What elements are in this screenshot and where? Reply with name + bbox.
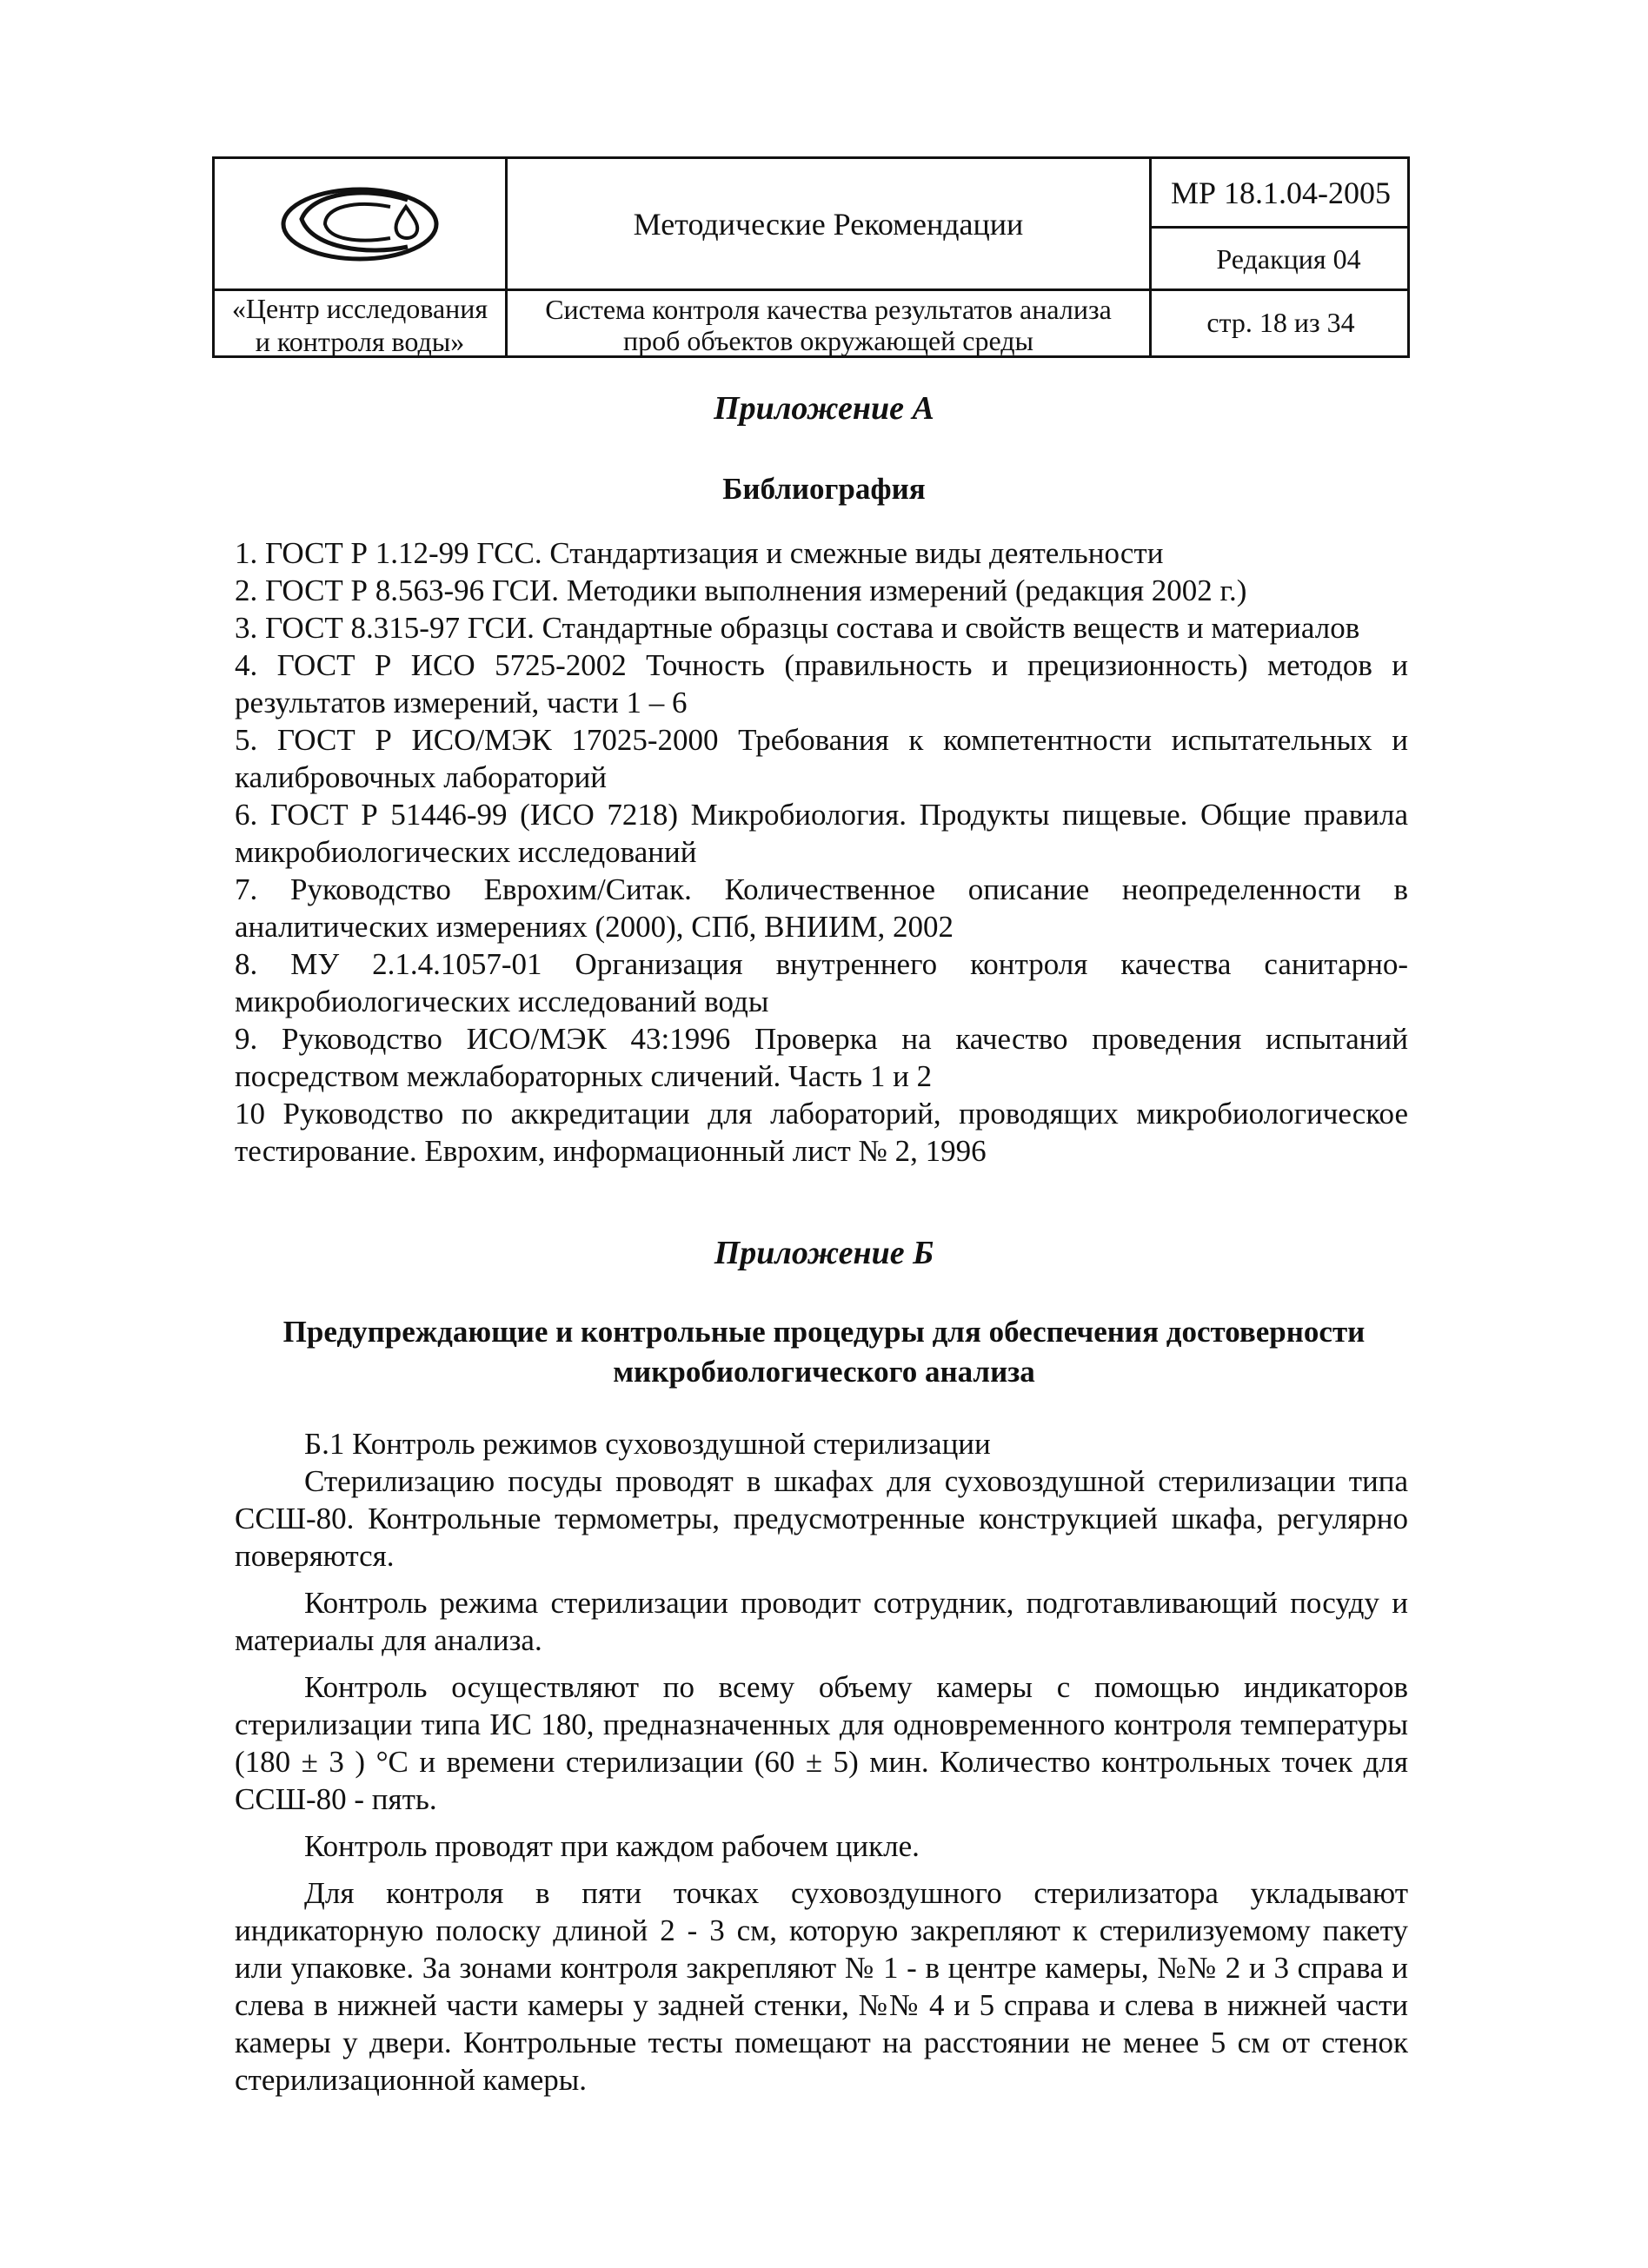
water-drop-logo-icon — [277, 181, 442, 268]
appendix-b-title: Приложение Б — [714, 1235, 934, 1271]
organization-logo — [215, 159, 505, 289]
paragraph: Контроль проводят при каждом рабочем цикле. — [304, 1829, 920, 1863]
list-item: 4. ГОСТ Р ИСО 5725-2002 Точность (правильность и прецизионность) методов и результатов измерений, части 1 – 6 — [235, 648, 1408, 720]
list-item: 10 Руководство по аккредитации для лабораторий, проводящих микробиологическое тестирование. Еврохим, информационный лист № 2, 1996 — [235, 1097, 1408, 1168]
document-header-table — [212, 156, 1410, 358]
organization-name: «Центр исследования и контроля воды» — [231, 293, 488, 357]
list-item: 9. Руководство ИСО/МЭК 43:1996 Проверка на качество проведения испытаний посредством межлабораторных сличений. Часть 1 и 2 — [235, 1022, 1408, 1093]
list-item: 7. Руководство Еврохим/Ситак. Количественное описание неопределенности в аналитических измерениях (2000), СПб, ВНИИМ, 2002 — [235, 872, 1408, 944]
appendix-b-body — [235, 1425, 1408, 2108]
paragraph: Контроль осуществляют по всему объему камеры с помощью индикаторов стерилизации типа ИС 180, предназначенных для одновременного контроля температуры (180 ± 3 ) °С и времени стерилизации (60 ± 5) мин. Количество контрольных точек для ССШ-80 - пять. — [235, 1670, 1408, 1816]
list-item: 6. ГОСТ Р 51446-99 (ИСО 7218) Микробиология. Продукты пищевые. Общие правила микробиологических исследований — [235, 798, 1408, 869]
section-subheading: Б.1 Контроль режимов суховоздушной стерилизации — [304, 1427, 991, 1461]
list-item: 2. ГОСТ Р 8.563-96 ГСИ. Методики выполнения измерений (редакция 2002 г.) — [235, 574, 1247, 607]
paragraph: Для контроля в пяти точках суховоздушного стерилизатора укладывают индикаторную полоску длиной 2 - 3 см, которую закрепляют к стерилизуемому пакету или упаковке. За зонами контроля закрепляют № 1 - в центре камеры, №№ 2 и 3 справа и слева в нижней части камеры у задней стенки, №№ 4 и 5 справа и слева в нижней части камеры у двери. Контрольные тесты помещают на расстоянии не менее 5 см от стенок стерилизационной камеры. — [235, 1876, 1408, 2097]
appendix-a-title: Приложение А — [714, 390, 934, 427]
page-number: стр. 18 из 34 — [1206, 306, 1355, 338]
appendix-b-heading: Предупреждающие и контрольные процедуры для обеспечения достоверности микробиологического анализа — [282, 1315, 1366, 1389]
system-title: Система контроля качества результатов анализа проб объектов окружающей среды — [545, 294, 1112, 356]
list-item: 8. МУ 2.1.4.1057-01 Организация внутреннего контроля качества санитарно-микробиологических исследований воды — [235, 947, 1408, 1018]
list-item: 5. ГОСТ Р ИСО/МЭК 17025-2000 Требования к компетентности испытательных и калибровочных лабораторий — [235, 723, 1408, 794]
list-item: 1. ГОСТ Р 1.12-99 ГСС. Стандартизация и смежные виды деятельности — [235, 536, 1164, 570]
list-item: 3. ГОСТ 8.315-97 ГСИ. Стандартные образцы состава и свойств веществ и материалов — [235, 611, 1360, 645]
paragraph: Стерилизацию посуды проводят в шкафах для суховоздушной стерилизации типа ССШ-80. Контрольные термометры, предусмотренные конструкцией шкафа, регулярно поверяются. — [235, 1464, 1408, 1573]
bibliography-list — [235, 534, 1408, 1170]
paragraph: Контроль режима стерилизации проводит сотрудник, подготавливающий посуду и материалы для анализа. — [235, 1586, 1408, 1657]
document-type: Методические Рекомендации — [633, 207, 1024, 242]
revision-label: Редакция 04 — [1216, 242, 1361, 275]
bibliography-heading: Библиография — [722, 472, 926, 506]
document-number: МР 18.1.04-2005 — [1170, 176, 1392, 210]
